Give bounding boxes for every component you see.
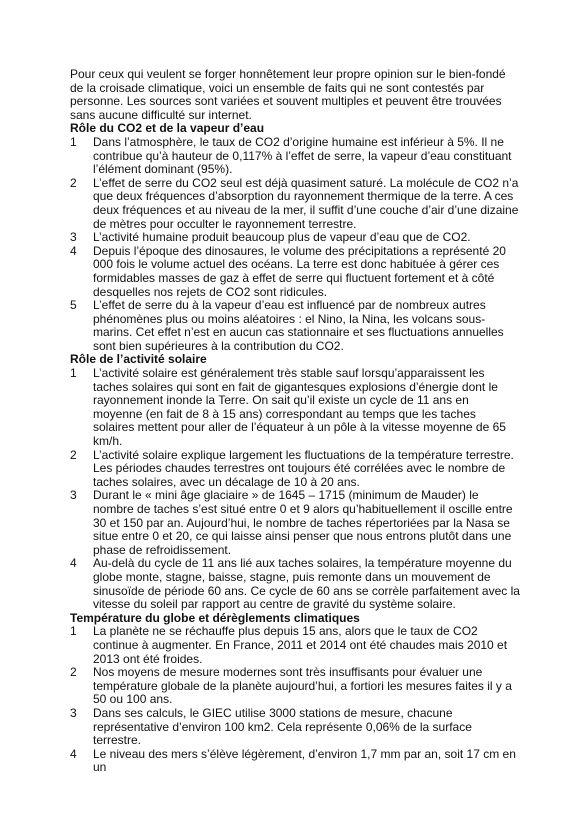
list-item [70,748,520,775]
list-item [70,231,520,245]
item-text: La planète ne se réchauffe plus depuis 15 ans, alors que le taux de CO2 continue à augmenter. En France, 2011 et 2014 ont été chaudes mais 2010 et 2013 ont été froides. [93,624,508,666]
item-number: 3 [70,488,77,503]
item-number: 2 [70,175,77,190]
item-number: 1 [70,134,77,149]
list-item [70,136,520,177]
item-number: 2 [70,665,77,680]
item-number: 3 [70,705,77,720]
item-text: Au-delà du cycle de 11 ans lié aux taches solaires, la température moyenne du globe monte, stagne, baisse, stagne, puis remonte dans un mouvement de sinusoïde de période 60 ans. Ce cycle de 60 ans se corrèle parfaitement avec la vitesse du soleil par rapport au centre de gravité du système solaire. [93,556,520,612]
list-item [70,557,520,611]
item-text: L’activité solaire explique largement les fluctuations de la température terrestre. Les périodes chaudes terrestres ont toujours été corrélées avec le nombre de taches solaires, avec un décalage de 10 à 20 ans. [93,447,514,489]
list-item [70,707,520,748]
section-solar [70,353,520,611]
item-number: 5 [70,298,77,313]
list-item [70,299,520,353]
item-text: Nos moyens de mesure modernes sont très insuffisants pour évaluer une température globale de la planète aujourd’hui, a fortiori les mesures faites il y a 50 ou 100 ans. [93,665,512,707]
item-text: Dans l’atmosphère, le taux de CO2 d’origine humaine est inférieur à 5%. Il ne contribue qu’à hauteur de 0,117% à l’effet de serre, la vapeur d’eau constituant l’élément dominant (95%). [93,134,512,177]
list-item [70,177,520,231]
item-text: L’effet de serre du à la vapeur d’eau est influencé par de nombreux autres phénomènes plus ou moins aléatoires : el Nino, la Nina, les volcans sous-marins. Cet effet n’est en aucun cas stationnaire et ses fluctuations annuelles sont bien supérieures à la contribution du CO2. [93,298,504,353]
section-heading: Rôle du CO2 et de la vapeur d’eau [70,121,265,136]
item-number: 1 [70,624,77,639]
item-number: 4 [70,746,77,761]
item-text: L’activité solaire est généralement très stable sauf lorsqu’apparaissent les taches solaires qui sont en fait de gigantesques explosions d’énergie dont le rayonnement inonde la Terre. On sait qu’il existe un cycle de 11 ans en moyenne (en fait de 8 à 15 ans) correspondant au temps que les taches solaires mettent pour aller de l’équateur à un pôle à la vitesse moyenne de 65 km/h. [93,366,506,449]
list-item [70,245,520,299]
item-number: 3 [70,230,77,245]
section-co2 [70,122,520,353]
intro-paragraph: Pour ceux qui veulent se forger honnêtement leur propre opinion sur le bien-fondé de la croisade climatique, voici un ensemble de faits qui ne sont contestés par personne. Les sources sont variées et souvent multiples et peuvent être trouvées sans aucune difficulté sur internet. [70,67,506,122]
item-text: Le niveau des mers s’élève légèrement, d’environ 1,7 mm par an, soit 17 cm en un [93,746,516,775]
list-item [70,489,520,557]
item-number: 4 [70,556,77,571]
item-text: Depuis l’époque des dinosaures, le volume des précipitations a représenté 20 000 fois le volume actuel des océans. La terre est donc habituée à gérer ces formidables masses de gaz à effet de serre qui fluctuent fortement et à côté desquelles nos rejets de CO2 sont ridicules. [93,243,506,299]
item-number: 4 [70,243,77,258]
item-text: Durant le « mini âge glaciaire » de 1645 – 1715 (minimum de Mauder) le nombre de taches s’est situé entre 0 et 9 alors qu’habituellement il oscille entre 30 et 150 par an. Aujourd’hui, le nombre de taches répertoriées par la Nasa se situe entre 0 et 20, ce qui laisse ainsi penser que nous entrons plutôt dans une phase de refroidissement. [93,488,513,557]
document-page [70,68,520,775]
section-heading: Rôle de l’activité solaire [70,352,207,367]
section-temperature [70,612,520,775]
list-item [70,449,520,490]
list-item [70,367,520,449]
list-item [70,625,520,666]
item-text: Dans ses calculs, le GIEC utilise 3000 stations de mesure, chacune représentative d’environ 100 km2. Cela représente 0,06% de la surface terrestre. [93,705,472,748]
list-item [70,666,520,707]
item-number: 2 [70,447,77,462]
item-text: L’effet de serre du CO2 seul est déjà quasiment saturé. La molécule de CO2 n’a que deux fréquences d’absorption du rayonnement thermique de la terre. A ces deux fréquences et au niveau de la mer, il suffit d’une couche d’air d’une dizaine de mètres pour occulter le rayonnement terrestre. [93,175,519,231]
section-heading: Température du globe et dérèglements climatiques [70,610,360,625]
item-number: 1 [70,366,77,381]
item-text: L’activité humaine produit beaucoup plus de vapeur d’eau que de CO2. [93,230,471,245]
